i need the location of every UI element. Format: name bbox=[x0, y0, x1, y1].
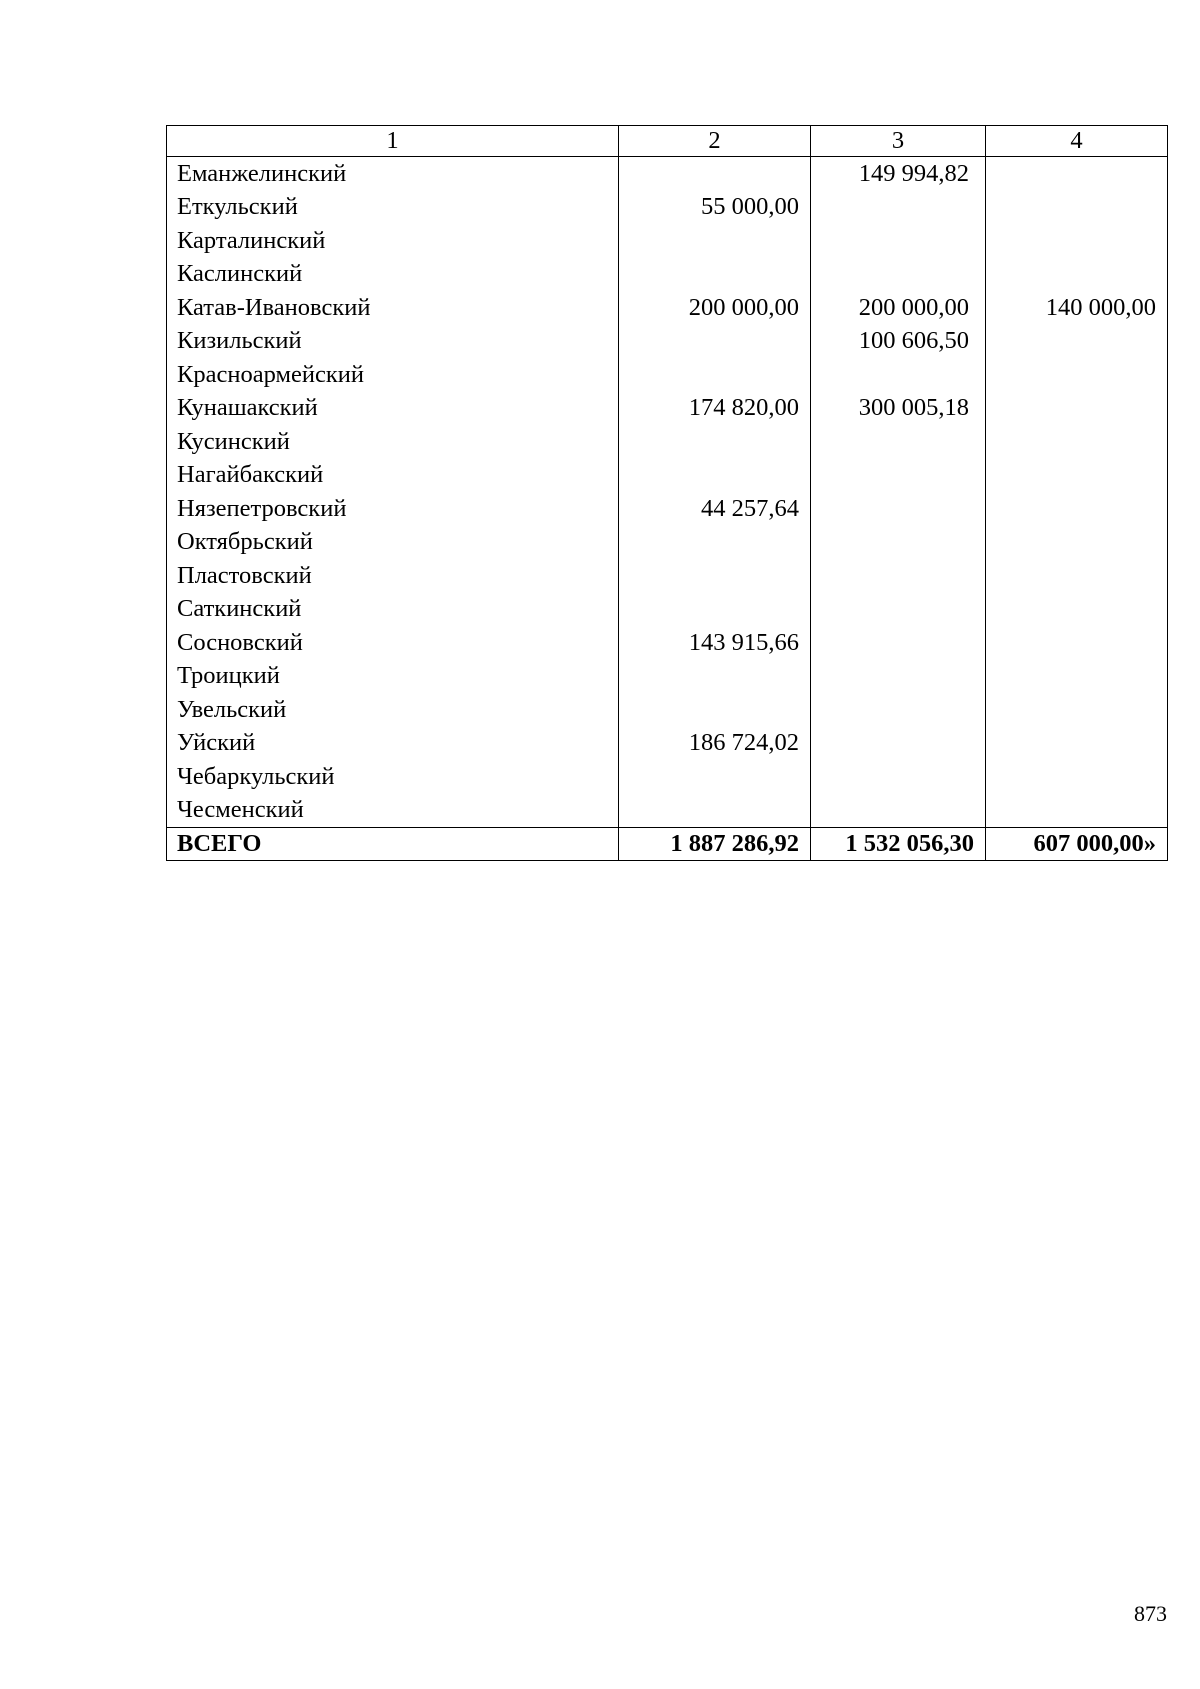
value-col-3 bbox=[811, 559, 986, 593]
district-name: Октябрьский bbox=[167, 526, 619, 560]
district-name: Еткульский bbox=[167, 191, 619, 225]
value-col-4 bbox=[986, 459, 1168, 493]
district-name: Кизильский bbox=[167, 325, 619, 359]
value-col-2 bbox=[619, 325, 811, 359]
column-header-2: 2 bbox=[619, 126, 811, 157]
column-header-1: 1 bbox=[167, 126, 619, 157]
value-col-2: 200 000,00 bbox=[619, 291, 811, 325]
value-col-2 bbox=[619, 224, 811, 258]
value-col-4: 140 000,00 bbox=[986, 291, 1168, 325]
value-col-4 bbox=[986, 492, 1168, 526]
value-col-3: 300 005,18 bbox=[811, 392, 986, 426]
value-col-3 bbox=[811, 492, 986, 526]
value-col-4 bbox=[986, 593, 1168, 627]
value-col-4 bbox=[986, 794, 1168, 828]
table-row bbox=[167, 760, 1168, 794]
value-col-4 bbox=[986, 224, 1168, 258]
total-label: ВСЕГО bbox=[167, 828, 619, 861]
district-name: Карталинский bbox=[167, 224, 619, 258]
table-row bbox=[167, 593, 1168, 627]
table-row bbox=[167, 492, 1168, 526]
table-row bbox=[167, 224, 1168, 258]
total-col-2: 1 887 286,92 bbox=[619, 828, 811, 861]
value-col-2 bbox=[619, 693, 811, 727]
value-col-3 bbox=[811, 727, 986, 761]
value-col-2: 143 915,66 bbox=[619, 626, 811, 660]
value-col-3: 200 000,00 bbox=[811, 291, 986, 325]
table-row bbox=[167, 392, 1168, 426]
district-name: Пластовский bbox=[167, 559, 619, 593]
district-name: Каслинский bbox=[167, 258, 619, 292]
table-row bbox=[167, 358, 1168, 392]
value-col-3: 149 994,82 bbox=[811, 157, 986, 191]
value-col-2: 44 257,64 bbox=[619, 492, 811, 526]
value-col-2 bbox=[619, 593, 811, 627]
value-col-3 bbox=[811, 224, 986, 258]
value-col-2 bbox=[619, 660, 811, 694]
value-col-3 bbox=[811, 258, 986, 292]
value-col-2 bbox=[619, 760, 811, 794]
value-col-4 bbox=[986, 626, 1168, 660]
value-col-4 bbox=[986, 660, 1168, 694]
value-col-2 bbox=[619, 526, 811, 560]
table-row bbox=[167, 693, 1168, 727]
table-row bbox=[167, 459, 1168, 493]
value-col-4 bbox=[986, 325, 1168, 359]
table-row bbox=[167, 626, 1168, 660]
district-name: Еманжелинский bbox=[167, 157, 619, 191]
table-row bbox=[167, 191, 1168, 225]
value-col-4 bbox=[986, 693, 1168, 727]
page-number: 873 bbox=[1134, 1601, 1167, 1626]
value-col-3 bbox=[811, 693, 986, 727]
value-col-4 bbox=[986, 760, 1168, 794]
value-col-3 bbox=[811, 660, 986, 694]
value-col-3 bbox=[811, 526, 986, 560]
value-col-4 bbox=[986, 258, 1168, 292]
district-name: Кунашакский bbox=[167, 392, 619, 426]
value-col-4 bbox=[986, 727, 1168, 761]
district-name: Чесменский bbox=[167, 794, 619, 828]
table-row bbox=[167, 325, 1168, 359]
district-name: Кусинский bbox=[167, 425, 619, 459]
header-row bbox=[167, 126, 1168, 157]
table-row bbox=[167, 425, 1168, 459]
value-col-4 bbox=[986, 358, 1168, 392]
value-col-3 bbox=[811, 191, 986, 225]
table-row bbox=[167, 660, 1168, 694]
district-name: Троицкий bbox=[167, 660, 619, 694]
value-col-4 bbox=[986, 425, 1168, 459]
value-col-3: 100 606,50 bbox=[811, 325, 986, 359]
value-col-4 bbox=[986, 392, 1168, 426]
district-name: Нагайбакский bbox=[167, 459, 619, 493]
value-col-3 bbox=[811, 626, 986, 660]
value-col-2: 174 820,00 bbox=[619, 392, 811, 426]
value-col-3 bbox=[811, 425, 986, 459]
district-name: Красноармейский bbox=[167, 358, 619, 392]
value-col-3 bbox=[811, 760, 986, 794]
district-name: Саткинский bbox=[167, 593, 619, 627]
value-col-2: 186 724,02 bbox=[619, 727, 811, 761]
table-row bbox=[167, 291, 1168, 325]
district-name: Сосновский bbox=[167, 626, 619, 660]
table-row bbox=[167, 794, 1168, 828]
value-col-2 bbox=[619, 157, 811, 191]
column-header-3: 3 bbox=[811, 126, 986, 157]
district-name: Увельский bbox=[167, 693, 619, 727]
total-row bbox=[167, 828, 1168, 861]
district-name: Чебаркульский bbox=[167, 760, 619, 794]
table-row bbox=[167, 526, 1168, 560]
value-col-2: 55 000,00 bbox=[619, 191, 811, 225]
table-row bbox=[167, 727, 1168, 761]
district-name: Нязепетровский bbox=[167, 492, 619, 526]
value-col-4 bbox=[986, 191, 1168, 225]
table-row bbox=[167, 258, 1168, 292]
total-col-4: 607 000,00» bbox=[986, 828, 1168, 861]
value-col-3 bbox=[811, 794, 986, 828]
value-col-2 bbox=[619, 425, 811, 459]
value-col-4 bbox=[986, 559, 1168, 593]
value-col-2 bbox=[619, 459, 811, 493]
value-col-4 bbox=[986, 526, 1168, 560]
value-col-2 bbox=[619, 794, 811, 828]
column-header-4: 4 bbox=[986, 126, 1168, 157]
value-col-2 bbox=[619, 358, 811, 392]
value-col-2 bbox=[619, 559, 811, 593]
district-name: Уйский bbox=[167, 727, 619, 761]
table-row bbox=[167, 559, 1168, 593]
value-col-4 bbox=[986, 157, 1168, 191]
value-col-2 bbox=[619, 258, 811, 292]
table-row bbox=[167, 157, 1168, 191]
value-col-3 bbox=[811, 459, 986, 493]
district-name: Катав-Ивановский bbox=[167, 291, 619, 325]
total-col-3: 1 532 056,30 bbox=[811, 828, 986, 861]
value-col-3 bbox=[811, 593, 986, 627]
value-col-3 bbox=[811, 358, 986, 392]
budget-table bbox=[166, 125, 1168, 861]
